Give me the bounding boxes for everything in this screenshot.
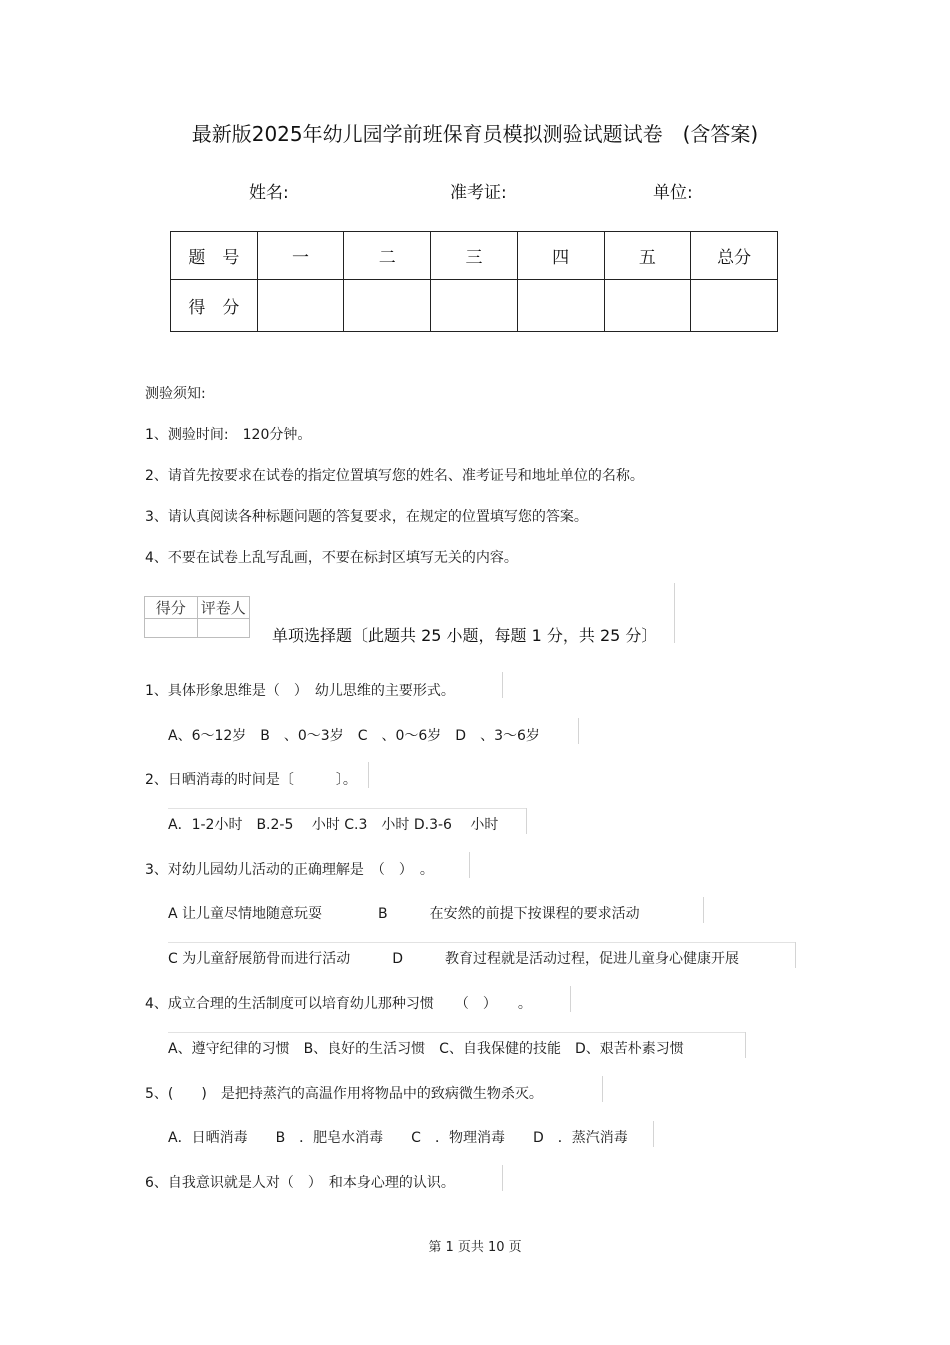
question-options: A、遵守纪律的习惯 B、良好的生活习惯 C、自我保健的技能 D、艰苦朴素习惯	[168, 1041, 684, 1057]
scan-line	[168, 942, 796, 943]
section-divider-line	[674, 583, 675, 643]
unit-label: 单位:	[653, 183, 693, 203]
scan-line	[745, 1032, 746, 1058]
scan-line	[502, 672, 503, 698]
question-options: A．1-2小时 B.2-5 小时 C.3 小时 D.3-6 小时	[168, 817, 499, 833]
scan-line	[653, 1121, 654, 1147]
scan-line	[578, 718, 579, 744]
scan-line	[703, 897, 704, 923]
scan-line	[368, 762, 369, 788]
scan-line	[168, 808, 526, 809]
scan-line	[168, 1032, 746, 1033]
score-cell[interactable]	[691, 280, 778, 332]
score-table-header: 四	[517, 232, 604, 280]
question-stem: 5、( ) 是把持蒸汽的高温作用将物品中的致病微生物杀灭。	[145, 1086, 543, 1102]
scan-line	[526, 808, 527, 834]
score-row-label: 得 分	[171, 280, 258, 332]
question-stem: 3、对幼儿园幼儿活动的正确理解是 （ ） 。	[145, 862, 434, 878]
question-options: C 为儿童舒展筋骨而进行活动 D 教育过程就是活动过程，促进儿童身心健康开展	[168, 951, 740, 967]
score-table	[170, 231, 778, 332]
scan-line	[602, 1076, 603, 1102]
score-cell[interactable]	[257, 280, 344, 332]
scan-line	[502, 1165, 503, 1191]
instruction-item: 4、不要在试卷上乱写乱画，不要在标封区填写无关的内容。	[145, 550, 518, 566]
question-stem: 1、具体形象思维是（ ） 幼儿思维的主要形式。	[145, 683, 455, 699]
score-cell[interactable]	[344, 280, 431, 332]
score-cell[interactable]	[604, 280, 691, 332]
score-table-header: 五	[604, 232, 691, 280]
grader-name-cell[interactable]	[197, 619, 250, 638]
instruction-item: 1、测验时间: 120分钟。	[145, 427, 312, 443]
instructions-heading: 测验须知:	[145, 386, 206, 402]
scan-line	[570, 986, 571, 1012]
score-table-header: 三	[431, 232, 518, 280]
question-options: A、6～12岁 B 、0～3岁 C 、0～6岁 D 、3～6岁	[168, 728, 540, 744]
grader-box	[144, 596, 250, 638]
exam-id-label: 准考证:	[450, 183, 507, 203]
scan-line	[795, 942, 796, 968]
score-table-header: 一	[257, 232, 344, 280]
question-stem: 2、日晒消毒的时间是〔 〕。	[145, 772, 357, 788]
exam-title: 最新版2025年幼儿园学前班保育员模拟测验试题试卷 (含答案)	[191, 122, 759, 146]
page-number: 第 1 页共 10 页	[428, 1240, 522, 1255]
instruction-item: 3、请认真阅读各种标题问题的答复要求，在规定的位置填写您的答案。	[145, 509, 588, 525]
score-table-header: 二	[344, 232, 431, 280]
grader-name-label: 评卷人	[197, 597, 250, 619]
question-options: A．日晒消毒 B ．肥皂水消毒 C ．物理消毒 D ．蒸汽消毒	[168, 1130, 628, 1146]
question-stem: 4、成立合理的生活制度可以培育幼儿那种习惯 （ ） 。	[145, 996, 532, 1012]
scan-line	[469, 852, 470, 878]
name-label: 姓名:	[249, 183, 289, 203]
score-cell[interactable]	[517, 280, 604, 332]
score-cell[interactable]	[431, 280, 518, 332]
section-title: 单项选择题〔此题共 25 小题，每题 1 分，共 25 分〕	[272, 626, 658, 645]
grader-score-label: 得分	[145, 597, 198, 619]
instruction-item: 2、请首先按要求在试卷的指定位置填写您的姓名、准考证号和地址单位的名称。	[145, 468, 644, 484]
score-table-header-row	[171, 232, 778, 280]
score-table-header: 题 号	[171, 232, 258, 280]
score-table-score-row	[171, 280, 778, 332]
question-options: A 让儿童尽情地随意玩耍 B 在安然的前提下按课程的要求活动	[168, 906, 640, 922]
question-stem: 6、自我意识就是人对（ ） 和本身心理的认识。	[145, 1175, 455, 1191]
score-table-header: 总分	[691, 232, 778, 280]
grader-score-cell[interactable]	[145, 619, 198, 638]
